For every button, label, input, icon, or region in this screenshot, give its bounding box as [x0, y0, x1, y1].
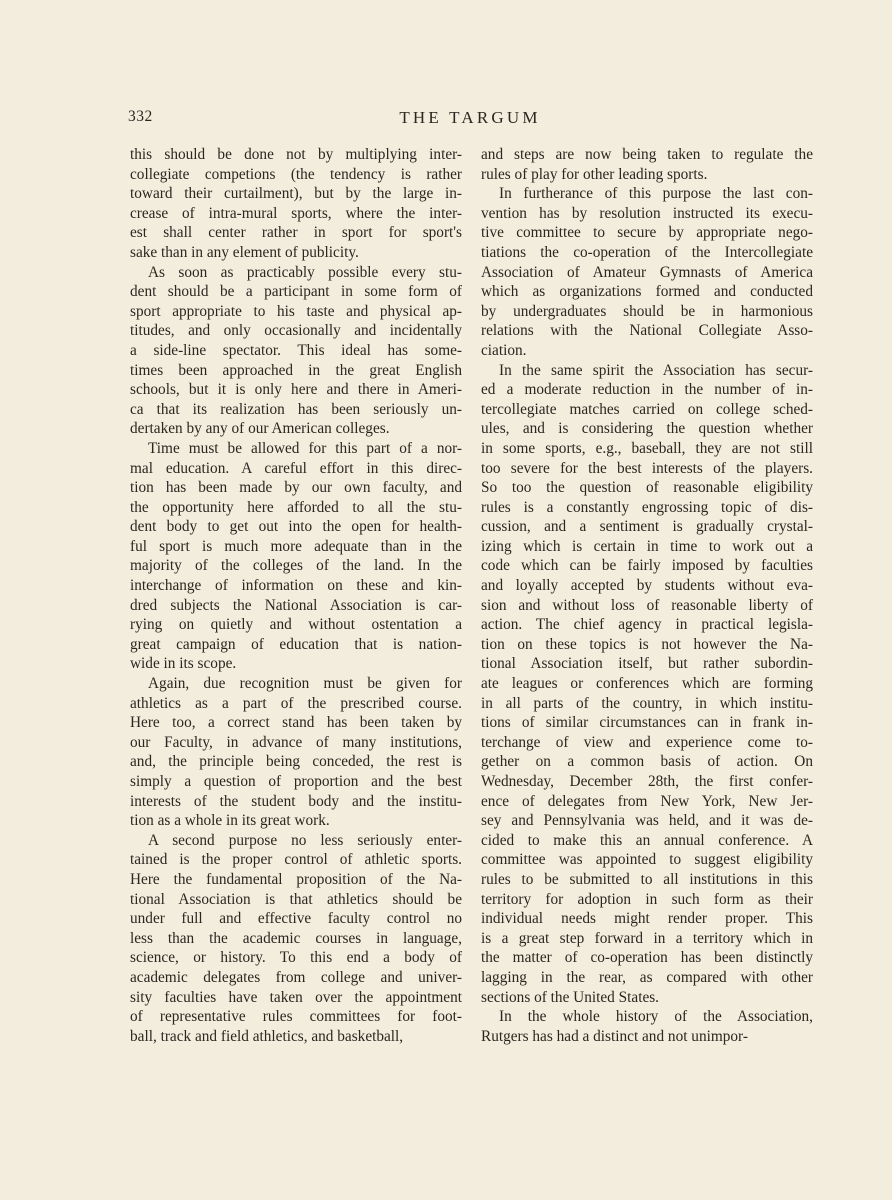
text-line: under full and effective faculty control no	[130, 910, 462, 928]
text-line: individual needs might render proper. This	[481, 910, 813, 928]
text-line: our Faculty, in advance of many institutions,	[130, 733, 462, 751]
text-line: which as organizations formed and conducted	[481, 283, 813, 301]
text-line: tional Association is that athletics should be	[130, 890, 462, 908]
text-line: action. The chief agency in practical legisla-	[481, 616, 813, 634]
text-line: in some sports, e.g., baseball, they are not still	[481, 439, 813, 457]
text-line: interests of the student body and the institu-	[130, 792, 462, 810]
text-line: tained is the proper control of athletic sports.	[130, 851, 462, 869]
page-number: 332	[128, 108, 153, 125]
text-line: too severe for the best interests of the players.	[481, 459, 813, 477]
text-line: crease of intra-mural sports, where the inter-	[130, 204, 462, 222]
text-line: lagging in the rear, as compared with other	[481, 968, 813, 986]
right-column	[481, 145, 813, 1046]
text-line: academic delegates from college and univer-	[130, 968, 462, 986]
text-line: rules is a constantly engrossing topic of dis-	[481, 498, 813, 516]
text-line: A second purpose no less seriously enter-	[148, 831, 462, 849]
text-line: sections of the United States.	[481, 988, 660, 1006]
text-line: rules of play for other leading sports.	[481, 165, 708, 183]
text-line: tion has been made by our own faculty, and	[130, 479, 462, 497]
text-line: vention has by resolution instructed its execu-	[481, 204, 813, 222]
text-line: committee was appointed to suggest eligibility	[481, 851, 813, 869]
text-line: athletics as a part of the prescribed course.	[130, 694, 462, 712]
page-header	[128, 108, 812, 132]
text-line: In the whole history of the Association,	[499, 1008, 813, 1026]
text-line: is a great step forward in a territory which in	[481, 929, 813, 947]
text-line: schools, but it is only here and there in Ameri-	[130, 381, 462, 399]
text-line: wide in its scope.	[130, 655, 237, 673]
text-line: Association of Amateur Gymnasts of America	[481, 263, 813, 281]
text-line: sport appropriate to his taste and physical ap-	[130, 302, 462, 320]
text-line: dred subjects the National Association is car-	[130, 596, 462, 614]
text-line: Rutgers has had a distinct and not unimpor-	[481, 1027, 748, 1045]
text-line: science, or history. To this end a body of	[130, 949, 462, 967]
text-line: toward their curtailment), but by the large in-	[130, 185, 462, 203]
text-line: interchange of information on these and kin-	[130, 577, 462, 595]
text-line: sion and without loss of reasonable liberty of	[481, 596, 813, 614]
text-line: rying on quietly and without ostentation a	[130, 616, 462, 634]
text-line: the opportunity here afforded to all the stu-	[130, 498, 462, 516]
text-line: sake than in any element of publicity.	[130, 243, 359, 261]
text-line: izing which is certain in time to work out a	[481, 537, 813, 555]
text-line: dertaken by any of our American colleges.	[130, 420, 390, 438]
text-line: dent should be a participant in some form of	[130, 283, 462, 301]
text-line: ence of delegates from New York, New Jer-	[481, 792, 813, 810]
text-line: collegiate competions (the tendency is rather	[130, 165, 462, 183]
text-line: ate leagues or conferences which are forming	[481, 675, 813, 693]
text-line: Wednesday, December 28th, the first confer-	[481, 773, 813, 790]
text-line: cided to make this an annual conference. A	[481, 831, 813, 849]
text-line: Time must be allowed for this part of a nor-	[148, 439, 462, 457]
text-line: and loyally accepted by students without eva-	[481, 577, 813, 595]
text-line: dent body to get out into the open for health-	[130, 518, 462, 536]
text-line: ciation.	[481, 341, 527, 359]
text-line: ules, and is considering the question whether	[481, 420, 813, 438]
text-line: rules to be submitted to all institutions in this	[481, 870, 813, 888]
text-line: In furtherance of this purpose the last con-	[499, 185, 813, 203]
text-line: tiations the co-operation of the Intercollegiate	[481, 243, 813, 261]
text-line: great campaign of education that is nation-	[130, 635, 462, 653]
text-line: in all parts of the country, in which institu-	[481, 694, 813, 712]
text-line: Here the fundamental proposition of the Na-	[130, 870, 462, 888]
text-line: cussion, and a sentiment is gradually crystal-	[481, 518, 813, 536]
text-line: sity faculties have taken over the appointment	[130, 988, 462, 1006]
text-line: ful sport is much more adequate than in the	[130, 537, 462, 555]
text-line: the matter of co-operation has been distinctly	[481, 949, 813, 967]
text-line: tion as a whole in its great work.	[130, 812, 330, 830]
text-line: and, the principle being conceded, the rest is	[130, 753, 462, 771]
text-line: sey and Pennsylvania was held, and it was de-	[481, 812, 813, 830]
text-line: this should be done not by multiplying inter-	[130, 146, 462, 163]
text-line: relations with the National Collegiate Asso-	[481, 322, 813, 340]
text-line: tive committee to secure by appropriate nego-	[481, 224, 813, 242]
text-line: So too the question of reasonable eligibility	[481, 479, 813, 497]
text-line: majority of the colleges of the land. In the	[130, 557, 462, 575]
text-line: ca that its realization has been seriously un-	[130, 400, 462, 418]
text-line: a side-line spectator. This ideal has some-	[130, 341, 462, 359]
text-line: Again, due recognition must be given for	[148, 675, 462, 693]
text-line: In the same spirit the Association has secur-	[499, 361, 813, 379]
text-line: tions of similar circumstances can in frank in-	[481, 714, 813, 732]
text-line: times been approached in the great English	[130, 361, 462, 379]
text-line: gether on a common basis of action. On	[481, 753, 813, 771]
text-line: code which can be fairly imposed by faculties	[481, 557, 813, 575]
text-line: by undergraduates should be in harmonious	[481, 302, 813, 320]
left-column	[130, 145, 462, 1046]
running-title: THE TARGUM	[399, 108, 541, 127]
text-line: tion on these topics is not however the Na-	[481, 635, 813, 653]
text-line: ball, track and field athletics, and basketball,	[130, 1027, 404, 1045]
text-line: of representative rules committees for foot-	[130, 1008, 462, 1026]
text-line: tional Association itself, but rather subordin-	[481, 655, 813, 673]
text-line: and steps are now being taken to regulate the	[481, 146, 813, 163]
text-line: tercollegiate matches carried on college sched-	[481, 400, 813, 418]
text-line: titudes, and only occasionally and incidentally	[130, 322, 462, 340]
text-line: less than the academic courses in language,	[130, 929, 462, 947]
text-line: ed a moderate reduction in the number of in-	[481, 381, 813, 399]
text-line: est shall center rather in sport for sport's	[130, 224, 462, 242]
text-line: simply a question of proportion and the best	[130, 773, 462, 790]
text-line: terchange of view and experience come to-	[481, 733, 813, 751]
text-line: mal education. A careful effort in this direc-	[130, 459, 462, 477]
text-line: Here too, a correct stand has been taken by	[130, 714, 462, 732]
text-line: As soon as practicably possible every stu-	[148, 263, 462, 281]
text-line: territory for adoption in such form as their	[481, 890, 813, 908]
